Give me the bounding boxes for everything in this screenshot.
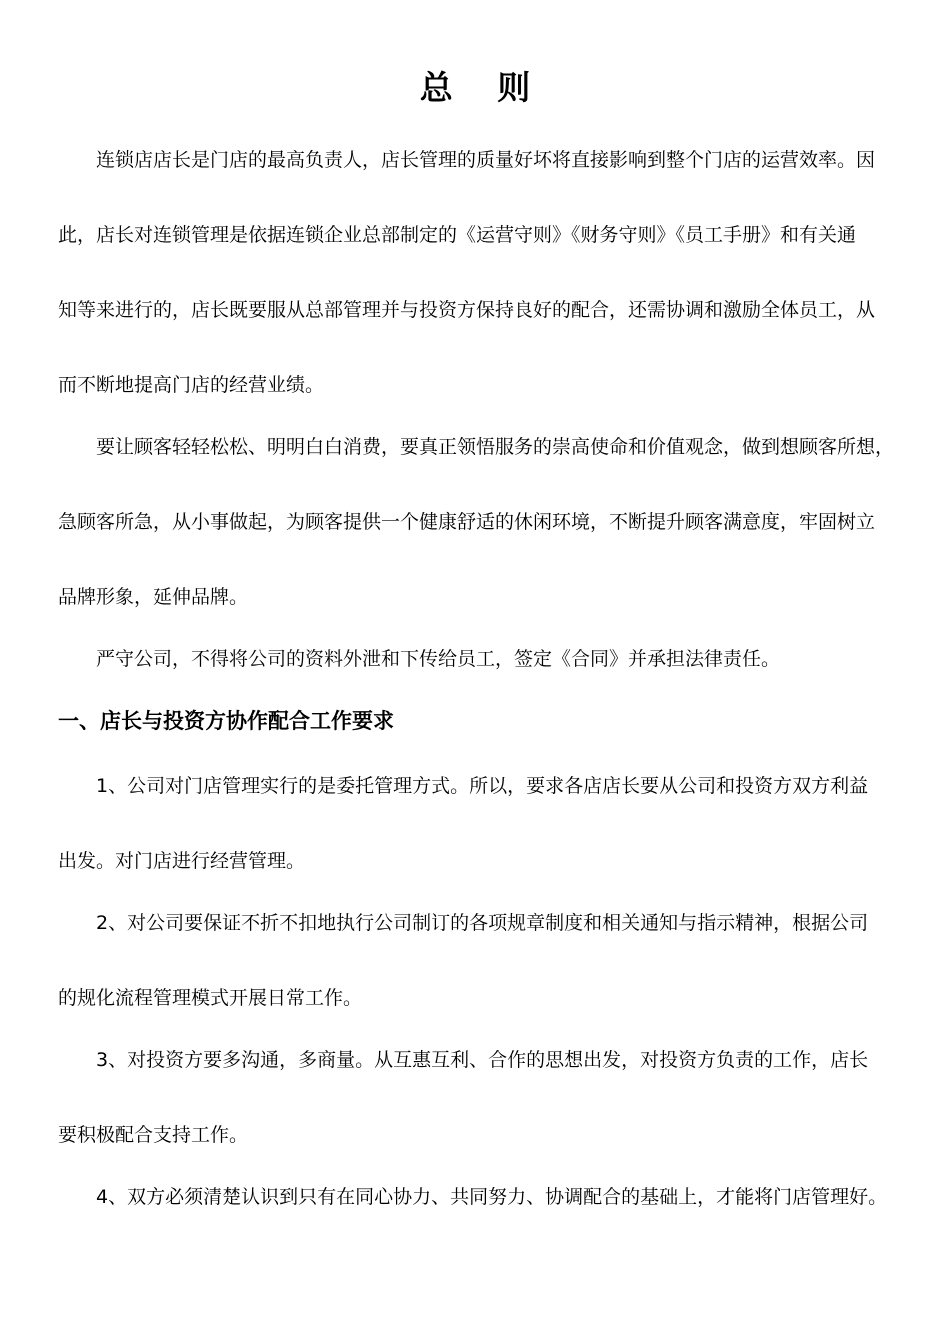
intro-p1-line-1: 连锁店店长是门店的最高负责人，店长管理的质量好坏将直接影响到整个门店的运营效率。因 — [96, 149, 876, 171]
intro-p1-line-4: 而不断地提高门店的经营业绩。 — [58, 374, 325, 396]
intro-p1-line-2: 此，店长对连锁管理是依据连锁企业总部制定的《运营守则》《财务守则》《员工手册》和有关通 — [58, 224, 857, 246]
intro-p1-line-3: 知等来进行的，店长既要服从总部管理并与投资方保持良好的配合，还需协调和激励全体员工，从 — [58, 299, 876, 321]
section-1-item-1-line-2: 出发。对门店进行经营管理。 — [58, 850, 306, 872]
document-title: 总 则 — [419, 68, 547, 107]
section-1-item-3-line-1: 3、对投资方要多沟通，多商量。从互惠互利、合作的思想出发，对投资方负责的工作，店长 — [96, 1049, 869, 1071]
section-1-item-3-line-2: 要积极配合支持工作。 — [58, 1124, 249, 1146]
intro-p3-line-1: 严守公司，不得将公司的资料外泄和下传给员工，签定《合同》并承担法律责任。 — [96, 648, 781, 670]
intro-p2-line-2: 急顾客所急，从小事做起，为顾客提供一个健康舒适的休闲环境，不断提升顾客满意度，牢固树立 — [58, 511, 876, 533]
section-1-item-4-line-1: 4、双方必须清楚认识到只有在同心协力、共同努力、协调配合的基础上，才能将门店管理好。 — [96, 1186, 888, 1208]
section-1-item-2-line-1: 2、对公司要保证不折不扣地执行公司制订的各项规章制度和相关通知与指示精神，根据公司 — [96, 912, 869, 934]
section-1-heading: 一、店长与投资方协作配合工作要求 — [58, 709, 394, 733]
section-1-item-1-line-1: 1、公司对门店管理实行的是委托管理方式。所以，要求各店店长要从公司和投资方双方利益 — [96, 775, 869, 797]
intro-p2-line-3: 品牌形象，延伸品牌。 — [58, 586, 249, 608]
section-1-item-2-line-2: 的规化流程管理模式开展日常工作。 — [58, 987, 363, 1009]
intro-p2-line-1: 要让顾客轻轻松松、明明白白消费，要真正领悟服务的崇高使命和价值观念，做到想顾客所想， — [96, 436, 895, 458]
